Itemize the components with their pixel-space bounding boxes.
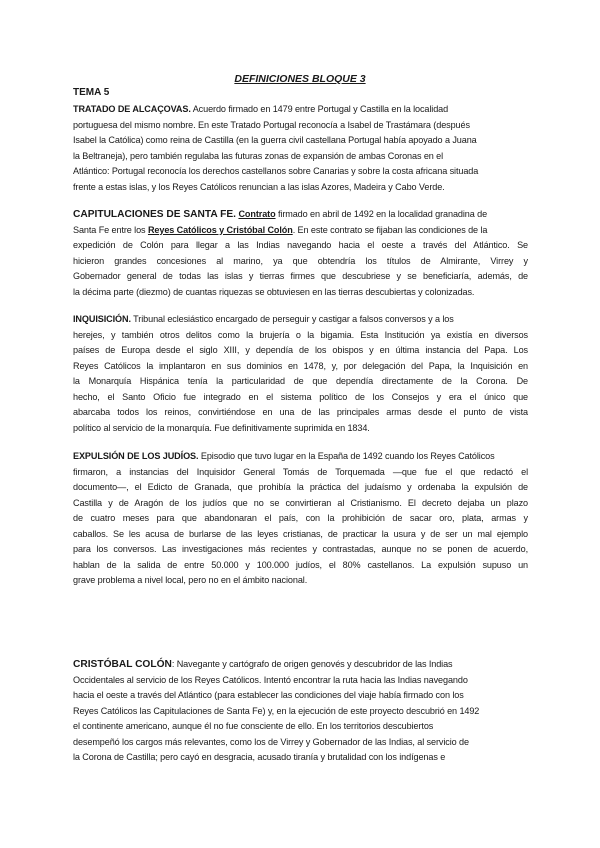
document-title: DEFINICIONES BLOQUE 3 bbox=[234, 73, 366, 85]
entry-line: Gobernador general de todas las islas y tierras firmes que descubriese y se beneficiaría, además, de bbox=[73, 271, 528, 281]
entry-line: hablan de la salida de entre 50.000 y 100.000 judíos, el 80% castellanos. La expulsión supuso un bbox=[73, 559, 528, 570]
entry-cristobal-colon bbox=[73, 657, 528, 766]
entry-line: desempeñó los cargos más relevantes, como los de Virrey y Gobernador de las Indias, al servicio de bbox=[73, 736, 469, 747]
section-heading: TEMA 5 bbox=[73, 87, 110, 98]
entry-text: Acuerdo firmado en 1479 entre Portugal y Castilla en la localidad bbox=[190, 104, 449, 114]
entry-line: hacia el oeste a través del Atlántico (para establecer las condiciones del viaje había firmado con los bbox=[73, 690, 464, 700]
entry-capitulaciones-santa-fe bbox=[73, 207, 528, 300]
entry-heading: EXPULSIÓN DE LOS JUDÍOS. bbox=[73, 451, 199, 461]
entry-line: abarcaba todos los reinos, convirtiéndose en una de las principales armas desde el punto de vista bbox=[73, 407, 528, 417]
entry-line: Occidentales al servicio de los Reyes Católicos. Intentó encontrar la ruta hacia las Indias navegando bbox=[73, 674, 468, 685]
entry-line: la Monarquía Hispánica tenía la particularidad de que dependía directamente de la Corona. De bbox=[73, 376, 528, 386]
entry-line: la décima parte (diezmo) de cuantas riquezas se obtuviesen en las tierras descubiertas y colonizadas. bbox=[73, 286, 475, 297]
entry-line bbox=[73, 449, 528, 465]
entry-line: Reyes Católicos las Capitulaciones de Santa Fe) y, en la ejecución de este proyecto descubrió en 1492 bbox=[73, 705, 480, 716]
entry-line bbox=[73, 312, 528, 328]
entry-line: el continente americano, aunque él no fue consciente de ello. En los territorios descubiertos bbox=[73, 721, 434, 731]
entry-line: político al servicio de la monarquía. Fue definitivamente suprimida en 1834. bbox=[73, 422, 370, 433]
entry-line bbox=[73, 102, 528, 118]
entry-line: caballos. Se les acusa de burlarse de las leyes cristianas, de practicar la usura y de ser un mal ejemplo bbox=[73, 528, 528, 539]
entry-line: Reyes Católicos la implantaron en sus dominios en 1478, y, por delegación del Papa, la Inquisición en bbox=[73, 360, 528, 371]
entry-line: firmaron, a instancias del Inquisidor General Tomás de Torquemada —que fue el que redactó el bbox=[73, 466, 528, 477]
entry-line: Atlántico: Portugal reconocía los derechos castellanos sobre Canarias y sobre la costa africana situada bbox=[73, 166, 479, 176]
entry-text: : Navegante y cartógrafo de origen genovés y descubridor de las Indias bbox=[171, 659, 453, 669]
entry-line: expedición de Colón para llegar a las Indias navegando hacia el oeste a través del Atlántico. Se bbox=[73, 240, 528, 250]
entry-expulsion-judios bbox=[73, 449, 528, 589]
entry-text: Tribunal eclesiástico encargado de perseguir y castigar a falsos conversos y a los bbox=[130, 314, 454, 324]
contrato-link[interactable]: Contrato bbox=[238, 209, 276, 219]
entry-line: herejes, y también otros delitos como la brujería o la bigamia. Esta Institución ya existía en diversos bbox=[73, 329, 528, 340]
entry-line: para los conversos. Las investigaciones más recientes y contrastadas, aunque no se ponen de acuerdo, bbox=[73, 544, 528, 554]
entry-heading: TRATADO DE ALCAÇOVAS. bbox=[73, 104, 191, 114]
entry-line: la Corona de Castilla; pero cayó en desgracia, acusado tiranía y brutalidad con los indígenas e bbox=[73, 752, 446, 762]
entry-line: documento—, el Edicto de Granada, que prohibía la práctica del judaísmo y ordenaba la expulsión de bbox=[73, 482, 528, 492]
entry-line: hicieron grandes concesiones al marino, ya que obtendría los títulos de Almirante, Virrey y bbox=[73, 255, 528, 266]
entry-line: Isabel la Católica) como reina de Castilla (en la guerra civil castellana Portugal había apoyado a Juana bbox=[73, 135, 477, 145]
entry-line: la Beltraneja), pero también regulaba las futuras zonas de expansión de ambas Coronas en el bbox=[73, 150, 444, 161]
entry-line: países de Europa desde el siglo XIII, y dependía de los obispos y en última instancia del Papa. Los bbox=[73, 345, 528, 355]
entry-line: grave problema a nivel local, pero no en el ámbito nacional. bbox=[73, 575, 308, 585]
entry-text: . En este contrato se fijaban las condiciones de la bbox=[292, 224, 488, 235]
entry-line bbox=[73, 223, 528, 239]
entry-line: portuguesa del mismo nombre. En este Tratado Portugal reconocía a Isabel de Trastámara (después bbox=[73, 119, 470, 130]
entry-text: firmado en abril de 1492 en la localidad granadina de bbox=[275, 209, 488, 219]
entry-line bbox=[73, 207, 528, 223]
entry-line: hecho, el Santo Oficio fue integrado en el sistema político de los Consejos y era el único que bbox=[73, 391, 528, 402]
entry-text: Santa Fe entre los bbox=[73, 224, 148, 235]
entry-line: de cuatro meses para que abandonaran el país, con la prohibición de sacar oro, plata, armas y bbox=[73, 513, 528, 523]
entry-heading: CRISTÓBAL COLÓN bbox=[73, 659, 172, 670]
entry-inquisicion bbox=[73, 312, 528, 436]
entry-line: Castilla y de Aragón de los judíos que no se convirtieran al Cristianismo. El decreto dejaba un plazo bbox=[73, 497, 528, 508]
entry-heading: CAPITULACIONES DE SANTA FE. bbox=[73, 209, 237, 220]
entry-tratado-alcacovas bbox=[73, 102, 528, 195]
entry-heading: INQUISICIÓN. bbox=[73, 314, 131, 324]
entry-line bbox=[73, 657, 528, 673]
reyes-catolicos-colon-link[interactable]: Reyes Católicos y Cristóbal Colón bbox=[147, 224, 293, 235]
entry-line: frente a estas islas, y los Reyes Católicos renuncian a las islas Azores, Madeira y Cabo Verde. bbox=[73, 181, 445, 192]
entry-text: Episodio que tuvo lugar en la España de 1492 cuando los Reyes Católicos bbox=[198, 451, 495, 461]
